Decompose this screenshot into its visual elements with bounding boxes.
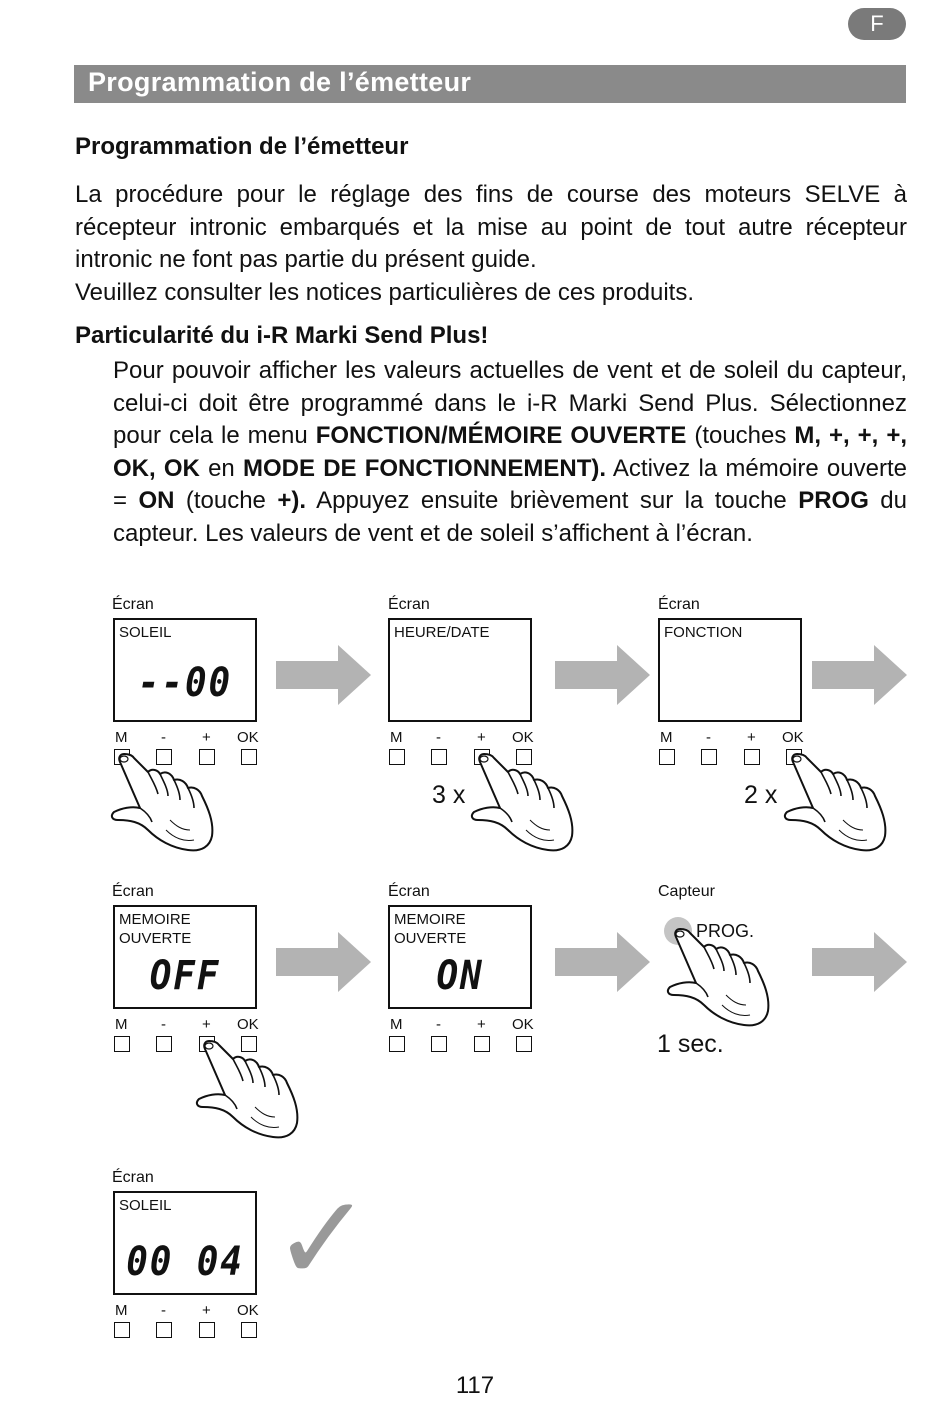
step7-display: 00 04 — [126, 1239, 244, 1285]
step1-label: Écran — [112, 596, 154, 613]
body-text-4: Activez la mémoire ouverte = — [113, 454, 907, 514]
body-text-2: (touches — [686, 422, 795, 449]
key-m-button[interactable] — [114, 1036, 130, 1052]
key-ok-button[interactable] — [241, 1322, 257, 1338]
step2-screen — [388, 618, 532, 722]
pointing-hand-icon — [470, 750, 590, 860]
intro-paragraph — [75, 179, 907, 309]
key-minus-label: - — [436, 729, 441, 746]
key-ok-label: OK — [237, 1302, 259, 1319]
key-plus-label: + — [477, 729, 486, 746]
body-paragraph — [113, 355, 907, 550]
pointing-hand-icon — [666, 925, 786, 1035]
key-minus-label: - — [436, 1016, 441, 1033]
step4-screen-text: MEMOIRE OUVERTE — [119, 911, 192, 947]
body-text-5: (touche — [174, 487, 278, 514]
body-bold-5: +). — [277, 487, 307, 514]
key-m-label: M — [115, 729, 128, 746]
step5-screen-text: MEMOIRE OUVERTE — [394, 911, 467, 947]
language-badge: F — [848, 8, 906, 40]
step4-display: OFF — [149, 953, 221, 999]
sub-title: Particularité du i-R Marki Send Plus! — [75, 322, 489, 349]
key-m-button[interactable] — [389, 1036, 405, 1052]
key-m-label: M — [390, 729, 403, 746]
key-ok-label: OK — [782, 729, 804, 746]
pointing-hand-icon — [783, 750, 903, 860]
step1-screen — [113, 618, 257, 722]
step5-keypad — [388, 1016, 538, 1056]
body-bold-1: FONCTION/MÉMOIRE OUVERTE — [315, 422, 687, 449]
key-plus-button[interactable] — [744, 749, 760, 765]
body-text-6: Appuyez ensuite brièvement sur la touche — [306, 487, 799, 514]
key-ok-button[interactable] — [241, 749, 257, 765]
pointing-hand-icon — [110, 750, 230, 860]
step3-screen — [658, 618, 802, 722]
body-bold-2: M, +, +, +, OK, OK — [113, 422, 908, 482]
key-minus-label: - — [706, 729, 711, 746]
prog-label: PROG. — [696, 921, 755, 941]
arrow-right-icon — [812, 932, 908, 992]
step5-label: Écran — [388, 883, 430, 900]
key-minus-label: - — [161, 1302, 166, 1319]
step7-keypad — [113, 1302, 263, 1342]
key-minus-button[interactable] — [431, 1036, 447, 1052]
key-m-button[interactable] — [114, 1322, 130, 1338]
body-text-3: en — [199, 454, 243, 482]
key-plus-label: + — [202, 729, 211, 746]
key-plus-label: + — [202, 1016, 211, 1033]
key-m-label: M — [660, 729, 673, 746]
body-text-7: du capteur. Les valeurs de vent et de soleil s’affichent à l’écran. — [113, 487, 907, 547]
header-title: Programmation de l’émetteur — [88, 67, 472, 97]
pointing-hand-icon — [195, 1037, 315, 1147]
step3-screen-text: FONCTION — [664, 624, 743, 641]
key-minus-button[interactable] — [701, 749, 717, 765]
header-bar — [74, 65, 906, 103]
step7-label: Écran — [112, 1169, 154, 1186]
key-m-label: M — [390, 1016, 403, 1033]
step7-screen-text: SOLEIL — [119, 1197, 172, 1214]
arrow-right-icon — [276, 645, 372, 705]
arrow-right-icon — [555, 645, 651, 705]
step5-screen — [388, 905, 532, 1009]
step3-count: 2 x — [744, 781, 778, 809]
step5-display: ON — [436, 953, 484, 999]
page-number: 117 — [455, 1372, 495, 1399]
key-ok-label: OK — [512, 729, 534, 746]
key-ok-label: OK — [512, 1016, 534, 1033]
key-minus-button[interactable] — [156, 1322, 172, 1338]
checkmark-icon: ✓ — [272, 1170, 373, 1309]
step7-screen — [113, 1191, 257, 1295]
step4-screen — [113, 905, 257, 1009]
key-plus-label: + — [747, 729, 756, 746]
key-ok-button[interactable] — [516, 1036, 532, 1052]
section-title: Programmation de l’émetteur — [75, 133, 409, 160]
body-bold-6: PROG — [798, 487, 869, 514]
body-bold-3: MODE DE FONCTIONNEMENT). — [242, 454, 607, 482]
key-m-button[interactable] — [389, 749, 405, 765]
step1-display: --00 — [138, 660, 232, 706]
step2-count: 3 x — [432, 781, 466, 809]
step3-label: Écran — [658, 596, 700, 613]
step6-label: Capteur — [658, 883, 715, 900]
key-ok-label: OK — [237, 1016, 259, 1033]
step4-label: Écran — [112, 883, 154, 900]
body-text-1: Pour pouvoir afficher les valeurs actuelles de vent et de soleil du capteur, celui-ci doit être programmé dans le i-R Marki Send Plus. Sélectionnez pour cela le menu — [113, 357, 907, 449]
step1-screen-text: SOLEIL — [119, 624, 172, 641]
step2-label: Écran — [388, 596, 430, 613]
step6-duration: 1 sec. — [657, 1030, 724, 1058]
key-ok-label: OK — [237, 729, 259, 746]
key-m-button[interactable] — [659, 749, 675, 765]
step2-screen-text: HEURE/DATE — [394, 624, 490, 641]
key-minus-label: - — [161, 729, 166, 746]
key-minus-button[interactable] — [156, 1036, 172, 1052]
body-bold-4: ON — [138, 487, 175, 514]
key-m-label: M — [115, 1016, 128, 1033]
arrow-right-icon — [812, 645, 908, 705]
intro-line-2: Veuillez consulter les notices particulières de ces produits. — [75, 278, 694, 306]
key-minus-button[interactable] — [431, 749, 447, 765]
arrow-right-icon — [555, 932, 651, 992]
key-plus-label: + — [202, 1302, 211, 1319]
key-minus-label: - — [161, 1016, 166, 1033]
arrow-right-icon — [276, 932, 372, 992]
key-plus-button[interactable] — [199, 1322, 215, 1338]
key-m-label: M — [115, 1302, 128, 1319]
key-plus-label: + — [477, 1016, 486, 1033]
intro-line-1: La procédure pour le réglage des fins de course des moteurs SELVE à récepteur intronic embarqués et la mise au point de tout autre récepteur intronic ne font pas partie du présent guide. — [75, 181, 907, 273]
key-plus-button[interactable] — [474, 1036, 490, 1052]
